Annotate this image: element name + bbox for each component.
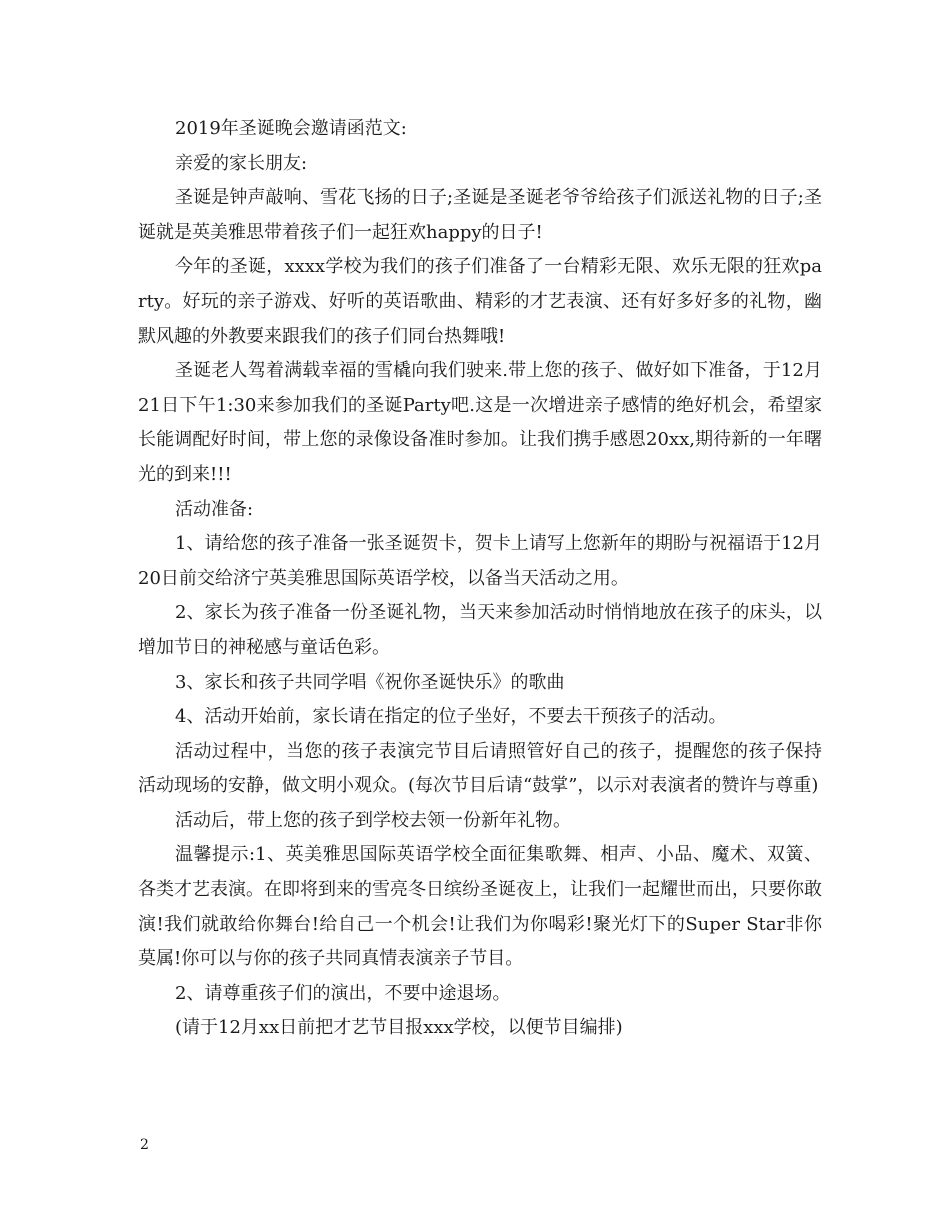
salutation: 亲爱的家长朋友: [175, 152, 308, 174]
paragraph-after-activity: 活动后，带上您的孩子到学校去领一份新年礼物。 [175, 809, 571, 831]
page-number: 2 [140, 1137, 149, 1153]
prep-item-3: 3、家长和孩子共同学唱《祝你圣诞快乐》的歌曲 [175, 671, 565, 693]
prep-item-4: 4、活动开始前，家长请在指定的位子坐好，不要去干预孩子的活动。 [175, 706, 727, 728]
tips-item-2: 2、请尊重孩子们的演出，不要中途退场。 [175, 982, 511, 1004]
paragraph-party: 今年的圣诞，xxxx学校为我们的孩子们准备了一台精彩无限、欢乐无限的狂欢party。好玩的亲子游戏、好听的英语歌曲、精彩的才艺表演、还有好多好多的礼物，幽默风趣的外教要来跟我们的孩子们同台热舞哦! [138, 256, 822, 347]
prep-item-1: 1、请给您的孩子准备一张圣诞贺卡，贺卡上请写上您新年的期盼与祝福语于12月20日前交给济宁英美雅思国际英语学校，以备当天活动之用。 [138, 533, 822, 589]
document-body [138, 112, 822, 1046]
tips-note: (请于12月xx日前把才艺节目报xxx学校，以便节目编排) [175, 1017, 623, 1039]
paragraph-intro: 圣诞是钟声敲响、雪花飞扬的日子;圣诞是圣诞老爷爷给孩子们派送礼物的日子;圣诞就是英美雅思带着孩子们一起狂欢happy的日子! [138, 187, 822, 243]
tips-item-1: 温馨提示:1、英美雅思国际英语学校全面征集歌舞、相声、小品、魔术、双簧、各类才艺表演。在即将到来的雪亮冬日缤纷圣诞夜上，让我们一起耀世而出，只要你敢演!我们就敢给你舞台!给自己一个机会!让我们为你喝彩!聚光灯下的Super Star非你莫属!你可以与你的孩子共同真情表演亲子节目。 [138, 844, 822, 970]
prep-item-2: 2、家长为孩子准备一份圣诞礼物，当天来参加活动时悄悄地放在孩子的床头，以增加节日的神秘感与童话色彩。 [138, 602, 822, 658]
section-heading-preparation: 活动准备: [175, 498, 254, 520]
doc-title: 2019年圣诞晚会邀请函范文: [175, 118, 407, 139]
paragraph-invitation: 圣诞老人驾着满载幸福的雪橇向我们驶来.带上您的孩子、做好如下准备，于12月21日下午1:30来参加我们的圣诞Party吧.这是一次增进亲子感情的绝好机会，希望家长能调配好时间，带上您的录像设备准时参加。让我们携手感恩20xx,期待新的一年曙光的到来!!! [138, 360, 822, 485]
paragraph-during-activity: 活动过程中，当您的孩子表演完节目后请照管好自己的孩子，提醒您的孩子保持活动现场的安静，做文明小观众。(每次节目后请“鼓掌”，以示对表演者的赞许与尊重) [138, 740, 822, 797]
